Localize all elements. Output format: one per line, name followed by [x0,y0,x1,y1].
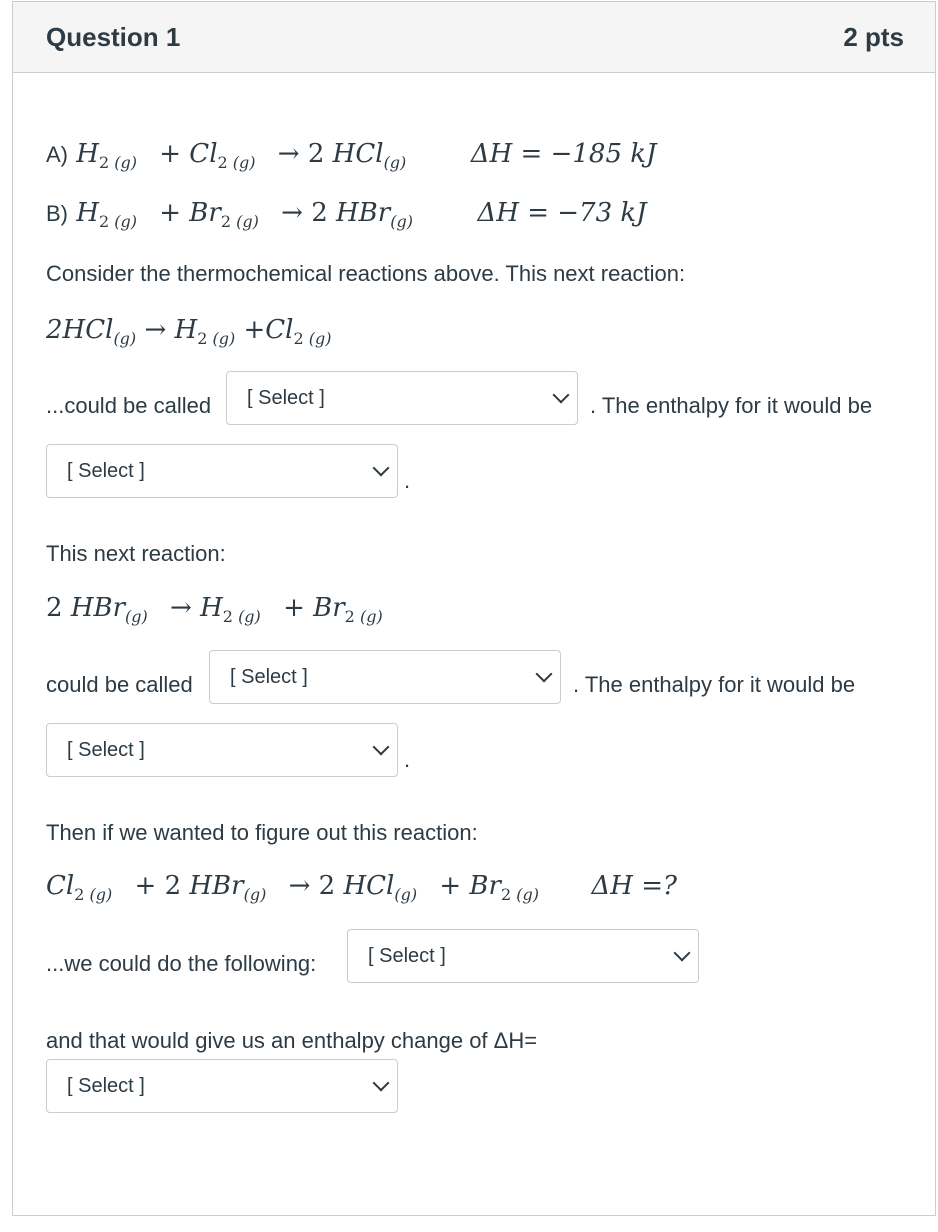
next-reaction-text: This next reaction: [46,541,226,566]
chevron-down-icon [373,739,390,756]
period-2: . [404,747,411,772]
period-1: . [404,468,411,493]
enthalpy-select-1[interactable]: [ Select ] [46,444,398,498]
procedure-select[interactable]: [ Select ] [347,929,699,983]
we-could-text: ...we could do the following: [46,951,317,976]
enthalpy-text-1: . The enthalpy for it would be [590,393,873,418]
question-title: Question 1 [46,21,181,52]
equation-reverse-hbr: 2 $HBr_{(g)} \to H_{2 (g)} + Br_{2 (g)}$ [46,593,383,626]
chevron-down-icon [373,1075,390,1092]
could-called-text-1: ...could be called [46,393,212,418]
question-points: 2 pts [843,21,904,52]
could-called-text-2: could be called [46,672,193,697]
reaction-b: B) $H_{2 (g)} + Br_{2 (g)} \to 2$ HBr$_{(g)}$ ΔH = −73 kJ [46,198,647,231]
reaction-name-select-1[interactable]: [ Select ] [226,371,578,425]
and-that-text: and that would give us an enthalpy change of ΔH= [46,1028,538,1053]
consider-text: Consider the thermochemical reactions above. This next reaction: [46,261,686,286]
enthalpy-select-2[interactable]: [ Select ] [46,723,398,777]
equation-target: $Cl_{2 (g)} + 2$ HBr$_{(g)}$ → 2 $HCl_{(g)} + Br_{2 (g)}$ ΔH =? [46,871,677,904]
question-body [46,2,935,1215]
chevron-down-icon [373,460,390,477]
then-if-text: Then if we wanted to figure out this reaction: [46,820,478,845]
equation-reverse-hcl: $2HCl_{(g)} \to H_{2 (g)} +Cl_{2 (g)}$ [46,315,332,348]
chevron-down-icon [536,666,553,683]
question-card [12,1,936,1216]
target-enthalpy: ΔH =? [591,871,677,901]
chevron-down-icon [674,945,691,962]
reaction-a: A) $H_{2 (g)} + Cl_{2 (g)} \to 2$ HCl$_{(g)}$ ΔH = −185 kJ [46,139,657,172]
enthalpy-text-2: . The enthalpy for it would be [573,672,856,697]
final-enthalpy-select[interactable]: [ Select ] [46,1059,398,1113]
chevron-down-icon [553,387,570,404]
reaction-a-enthalpy: ΔH = −185 kJ [470,139,657,169]
reaction-name-select-2[interactable]: [ Select ] [209,650,561,704]
reaction-b-enthalpy: ΔH = −73 kJ [477,198,647,228]
